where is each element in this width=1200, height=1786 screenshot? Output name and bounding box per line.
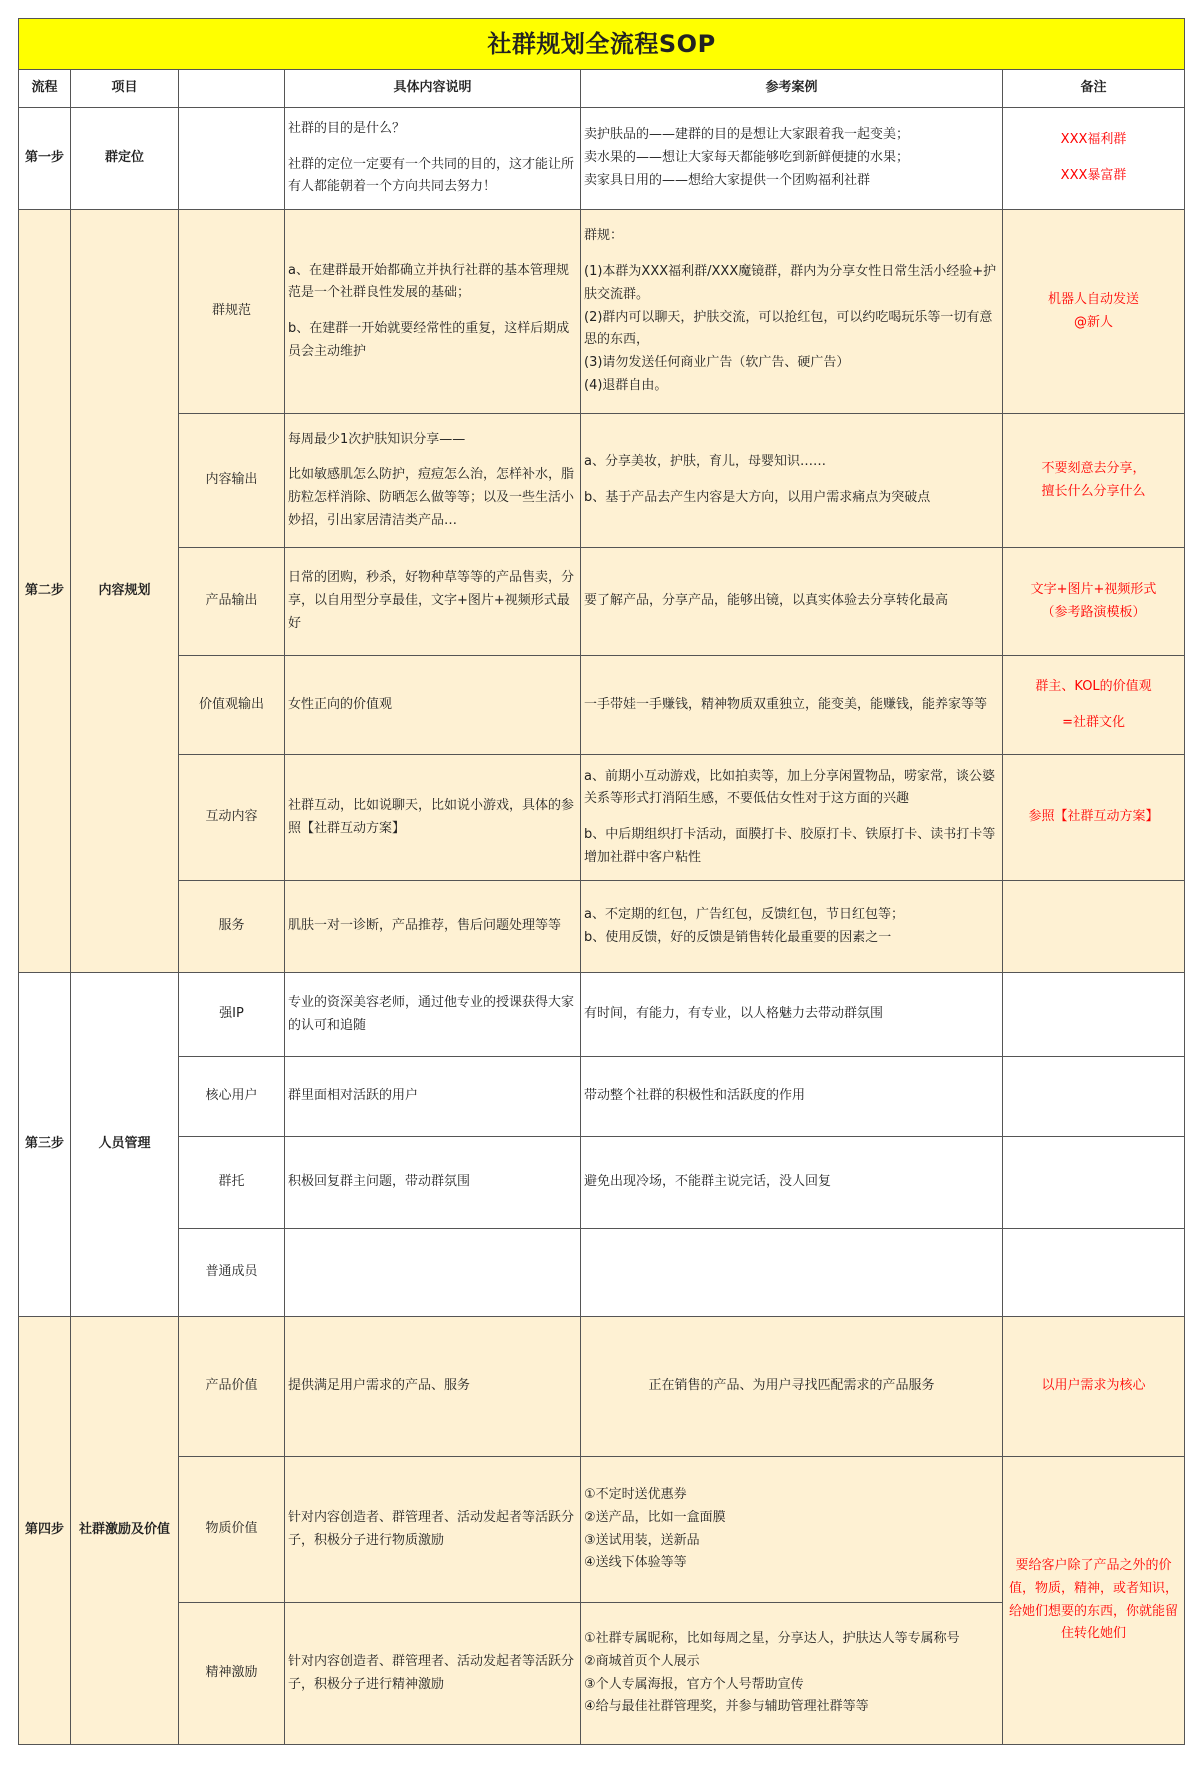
- note-line: 不要刻意去分享，: [1041, 460, 1146, 476]
- step3-desc: [285, 1229, 581, 1317]
- case-line: ③送试用装，送新品: [584, 1532, 700, 1548]
- case-line: ①不定时送优惠券: [584, 1487, 687, 1502]
- case-line: b、中后期组织打卡活动，面膜打卡、胶原打卡、铁原打卡、读书打卡等增加社群中客户粘性: [584, 827, 996, 865]
- step1-project: 群定位: [71, 108, 179, 210]
- step3-row: [19, 1057, 1185, 1137]
- step3-sub: 群托: [179, 1137, 285, 1229]
- note-line: 参照【社群互动方案】: [1028, 809, 1159, 825]
- case-line: (4)退群自由。: [584, 377, 668, 393]
- step2-note-empty: [1003, 881, 1185, 973]
- step4-sub: 物质价值: [179, 1457, 285, 1603]
- case-line: b、基于产品去产生内容是大方向，以用户需求痛点为突破点: [584, 490, 931, 505]
- step4-case: [581, 1317, 1003, 1457]
- col-header-process: 流程: [19, 70, 71, 108]
- step2-row-interaction: [19, 755, 1185, 881]
- case-line: a、分享美妆，护肤，育儿，母婴知识……: [584, 454, 826, 470]
- case-line: 正在销售的产品、为用户寻找匹配需求的产品服务: [648, 1378, 935, 1394]
- step2-note: [1003, 755, 1185, 881]
- step2-case: [581, 656, 1003, 755]
- step2-row-service: [19, 881, 1185, 973]
- case-line: ③个人专属海报，官方个人号帮助宣传: [584, 1676, 804, 1692]
- desc-line: 每周最少1次护肤知识分享——: [288, 431, 466, 447]
- case-line: (3)请勿发送任何商业广告（软广告、硬广告）: [584, 355, 850, 371]
- sop-sheet: [18, 18, 1184, 1774]
- step2-desc: [285, 656, 581, 755]
- case-line: ①社群专属昵称，比如每周之星，分享达人，护肤达人等专属称号: [584, 1631, 960, 1646]
- step2-case: [581, 755, 1003, 881]
- desc-line: 提供满足用户需求的产品、服务: [288, 1378, 471, 1394]
- desc-line: a、在建群最开始都确立并执行社群的基本管理规范是一个社群良性发展的基础；: [288, 262, 569, 301]
- step3-row: [19, 1229, 1185, 1317]
- case-line: ④送线下体验等等: [584, 1555, 687, 1571]
- step2-row-rules: [19, 210, 1185, 414]
- step4-row: [19, 1457, 1185, 1603]
- step1-case-line: 卖水果的——想让大家每天都能够吃到新鲜便捷的水果；: [584, 150, 910, 166]
- step1-note-line: XXX暴富群: [1060, 168, 1127, 183]
- case-line: (1)本群为XXX福利群/XXX魔镜群，群内为分享女性日常生活小经验+护肤交流群。: [584, 264, 997, 302]
- step3-case: [581, 1229, 1003, 1317]
- step2-sub: 内容输出: [179, 414, 285, 548]
- step2-sub: 互动内容: [179, 755, 285, 881]
- col-header-note: 备注: [1003, 70, 1185, 108]
- step3-note-empty: [1003, 973, 1185, 1057]
- step3-desc: 积极回复群主问题，带动群氛围: [285, 1137, 581, 1229]
- note-line: @新人: [1074, 314, 1114, 330]
- step2-note: [1003, 548, 1185, 656]
- desc-line: 社群互动，比如说聊天，比如说小游戏，具体的参照【社群互动方案】: [288, 797, 575, 836]
- step3-label: 第三步: [19, 973, 71, 1317]
- col-header-case: 参考案例: [581, 70, 1003, 108]
- col-header-sub: [179, 70, 285, 108]
- step3-note-empty: [1003, 1229, 1185, 1317]
- desc-line: b、在建群一开始就要经常性的重复，这样后期成员会主动维护: [288, 321, 570, 359]
- step2-desc: [285, 881, 581, 973]
- step3-case: 避免出现冷场，不能群主说完话，没人回复: [581, 1137, 1003, 1229]
- desc-line: 肌肤一对一诊断，产品推荐，售后问题处理等等: [288, 918, 562, 934]
- step3-desc: 专业的资深美容老师，通过他专业的授课获得大家的认可和追随: [285, 973, 581, 1057]
- step2-case: [581, 881, 1003, 973]
- step1-case: [581, 108, 1003, 210]
- step4-note: 以用户需求为核心: [1003, 1317, 1185, 1457]
- case-line: a、前期小互动游戏，比如拍卖等，加上分享闲置物品，唠家常，谈公婆关系等形式打消陌生感，不要低估女性对于这方面的兴趣: [584, 768, 995, 807]
- step2-row-values: [19, 656, 1185, 755]
- step3-note-empty: [1003, 1057, 1185, 1137]
- step1-note: [1003, 108, 1185, 210]
- step2-case: [581, 548, 1003, 656]
- case-line: ④给与最佳社群管理奖，并参与辅助管理社群等等: [584, 1699, 869, 1715]
- step1-case-line: 卖家具日用的——想给大家提供一个团购福利社群: [584, 172, 871, 188]
- step3-desc: 群里面相对活跃的用户: [285, 1057, 581, 1137]
- step2-sub: 服务: [179, 881, 285, 973]
- step1-desc-line: 社群的定位一定要有一个共同的目的，这才能让所有人都能朝着一个方向共同去努力！: [288, 156, 575, 195]
- desc-line: 女性正向的价值观: [288, 696, 393, 712]
- step2-project: 内容规划: [71, 210, 179, 973]
- case-line: 一手带娃一手赚钱，精神物质双重独立，能变美，能赚钱，能养家等等: [584, 696, 988, 712]
- note-line: （参考路演模板）: [1041, 604, 1146, 620]
- step1-desc-line: 社群的目的是什么？: [288, 120, 406, 136]
- header-row: [19, 70, 1185, 108]
- step1-desc: [285, 108, 581, 210]
- step2-label: 第二步: [19, 210, 71, 973]
- step2-case: [581, 414, 1003, 548]
- step3-case: 有时间，有能力，有专业，以人格魅力去带动群氛围: [581, 973, 1003, 1057]
- step4-sub: 产品价值: [179, 1317, 285, 1457]
- step2-desc: [285, 414, 581, 548]
- col-header-project: 项目: [71, 70, 179, 108]
- col-header-desc: 具体内容说明: [285, 70, 581, 108]
- sop-table: [18, 18, 1185, 1745]
- step4-sub: 精神激励: [179, 1603, 285, 1745]
- step4-project: 社群激励及价值: [71, 1317, 179, 1745]
- step2-sub: 价值观输出: [179, 656, 285, 755]
- note-line: 文字+图片+视频形式: [1030, 581, 1157, 597]
- case-line: ②送产品，比如一盒面膜: [584, 1509, 726, 1525]
- step4-merged-note: 要给客户除了产品之外的价值，物质，精神，或者知识，给她们想要的东西，你就能留住转化她们: [1003, 1457, 1185, 1745]
- step2-note: [1003, 210, 1185, 414]
- case-line: b、使用反馈，好的反馈是销售转化最重要的因素之一: [584, 929, 892, 945]
- step1-row: [19, 108, 1185, 210]
- step1-case-line: 卖护肤品的——建群的目的是想让大家跟着我一起变美；: [584, 127, 910, 143]
- step1-sub-empty: [179, 108, 285, 210]
- case-line: 要了解产品，分享产品，能够出镜，以真实体验去分享转化最高: [584, 593, 949, 609]
- step3-row: [19, 973, 1185, 1057]
- step2-row-content: [19, 414, 1185, 548]
- step2-desc: [285, 548, 581, 656]
- step3-sub: 普通成员: [179, 1229, 285, 1317]
- note-line: 擅长什么分享什么: [1041, 483, 1146, 499]
- step2-desc: [285, 755, 581, 881]
- step2-note: [1003, 414, 1185, 548]
- note-line: =社群文化: [1062, 714, 1125, 730]
- step4-desc: [285, 1603, 581, 1745]
- step2-sub: 产品输出: [179, 548, 285, 656]
- note-line: 群主、KOL的价值观: [1035, 678, 1152, 694]
- step2-note: [1003, 656, 1185, 755]
- desc-line: 针对内容创造者、群管理者、活动发起者等活跃分子，积极分子进行精神激励: [288, 1653, 575, 1692]
- step1-note-line: XXX福利群: [1060, 132, 1127, 148]
- step2-sub: 群规范: [179, 210, 285, 414]
- case-line: 群规：: [584, 228, 624, 244]
- case-line: ②商城首页个人展示: [584, 1653, 700, 1669]
- desc-line: 日常的团购，秒杀，好物种草等等的产品售卖，分享，以自用型分享最佳，文字+图片+视频形式最好: [288, 570, 575, 631]
- step3-note-empty: [1003, 1137, 1185, 1229]
- step2-row-product: [19, 548, 1185, 656]
- step3-row: [19, 1137, 1185, 1229]
- step3-case: 带动整个社群的积极性和活跃度的作用: [581, 1057, 1003, 1137]
- sheet-title: 社群规划全流程SOP: [19, 19, 1185, 70]
- step4-case: [581, 1603, 1003, 1745]
- case-line: a、不定期的红包，广告红包，反馈红包，节日红包等；: [584, 906, 904, 922]
- note-line: 机器人自动发送: [1048, 291, 1140, 307]
- step4-row: [19, 1317, 1185, 1457]
- step3-project: 人员管理: [71, 973, 179, 1317]
- case-line: (2)群内可以聊天，护肤交流，可以抢红包，可以约吃喝玩乐等一切有意思的东西，: [584, 309, 993, 348]
- step2-desc: [285, 210, 581, 414]
- step1-label: 第一步: [19, 108, 71, 210]
- step3-sub: 核心用户: [179, 1057, 285, 1137]
- step4-label: 第四步: [19, 1317, 71, 1745]
- step4-desc: [285, 1317, 581, 1457]
- step2-case: [581, 210, 1003, 414]
- step4-case: [581, 1457, 1003, 1603]
- step3-sub: 强IP: [179, 973, 285, 1057]
- desc-line: 针对内容创造者、群管理者、活动发起者等活跃分子，积极分子进行物质激励: [288, 1509, 575, 1548]
- step4-desc: [285, 1457, 581, 1603]
- desc-line: 比如敏感肌怎么防护，痘痘怎么治，怎样补水，脂肪粒怎样消除、防晒怎么做等等；以及一些生活小妙招，引出家居清洁类产品…: [288, 467, 575, 528]
